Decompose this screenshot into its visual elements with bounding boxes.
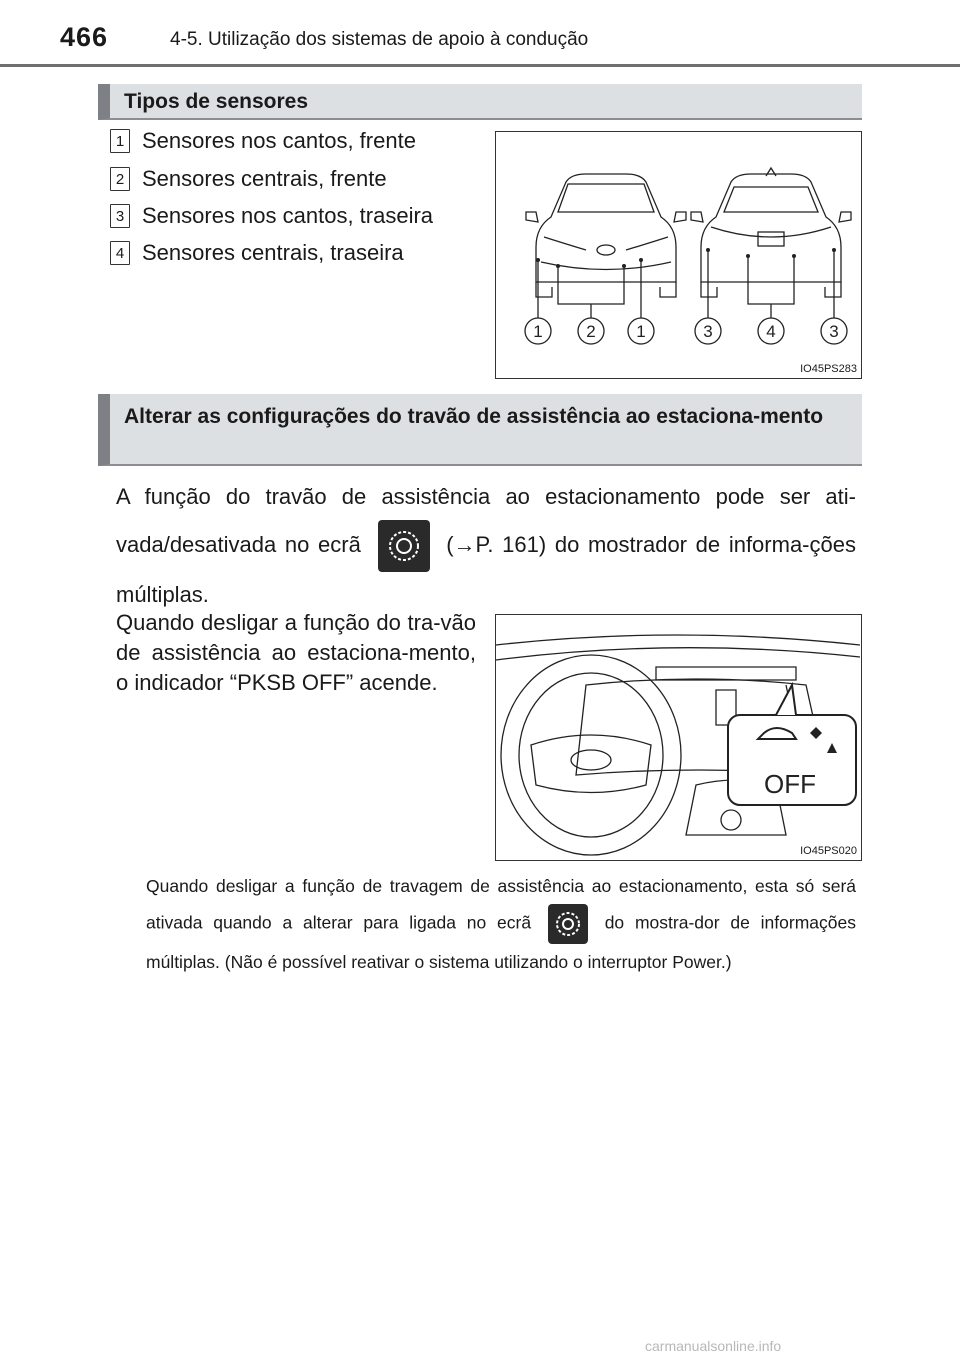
settings-gear-icon (378, 520, 430, 572)
paragraph-text: A função do travão de assistência ao estacionamento pode ser ati-vada/desativada no ecrã (116, 484, 856, 557)
car-front-rear-illustration (496, 132, 860, 377)
note-text: Quando desligar a função de travagem de assistência ao estacionamento, esta só será ativada quando a alterar para ligada no ecrã (146, 876, 856, 933)
paragraph-text: (→P. 161) do mostrador de informa-ções múltiplas. (116, 531, 856, 607)
item-label: Sensores nos cantos, frente (142, 128, 416, 153)
page-number: 466 (60, 22, 109, 52)
figure-code: IO45PS283 (800, 363, 857, 375)
dashboard-indicator-figure (495, 614, 862, 861)
paragraph-indicator: Quando desligar a função do tra-vão de assistência ao estaciona-mento, o indicador “PKSB OFF” acende. (116, 610, 476, 695)
paragraph-toggle-function (116, 474, 856, 618)
item-label: Sensores nos cantos, traseira (142, 203, 434, 228)
callout-label: 4 (766, 322, 776, 341)
item-label: Sensores centrais, traseira (142, 240, 404, 265)
item-number: 2 (110, 167, 130, 191)
off-indicator-text: OFF (764, 769, 816, 799)
callout-label: 2 (586, 322, 596, 341)
chapter-title: 4-5. Utilização dos sistemas de apoio à condução (170, 29, 589, 50)
settings-gear-icon (548, 904, 588, 944)
callout-label: 3 (703, 322, 713, 341)
section-heading-change-settings: Alterar as configurações do travão de assistência ao estaciona-mento (98, 394, 862, 466)
dashboard-illustration (496, 615, 860, 859)
callout-label: 1 (533, 322, 543, 341)
callout-label: 3 (829, 322, 839, 341)
note-paragraph (146, 868, 856, 980)
callout-label: 1 (636, 322, 646, 341)
sensor-list-item (110, 199, 433, 233)
item-label: Sensores centrais, frente (142, 166, 387, 191)
sensor-list-item (110, 236, 404, 270)
item-number: 4 (110, 241, 130, 265)
item-number: 1 (110, 129, 130, 153)
section-heading-sensor-types: Tipos de sensores (98, 84, 862, 120)
sensor-list-item (110, 162, 387, 196)
sensor-list-item (110, 124, 416, 158)
header-divider (0, 64, 960, 67)
watermark: carmanualsonline.info (645, 1338, 782, 1354)
sensor-locations-figure (495, 131, 862, 379)
note-text: do mostra-dor de informações múltiplas. (Não é possível reativar o sistema utilizando o interruptor Power.) (146, 912, 856, 972)
item-number: 3 (110, 204, 130, 228)
figure-code: IO45PS020 (800, 845, 857, 857)
